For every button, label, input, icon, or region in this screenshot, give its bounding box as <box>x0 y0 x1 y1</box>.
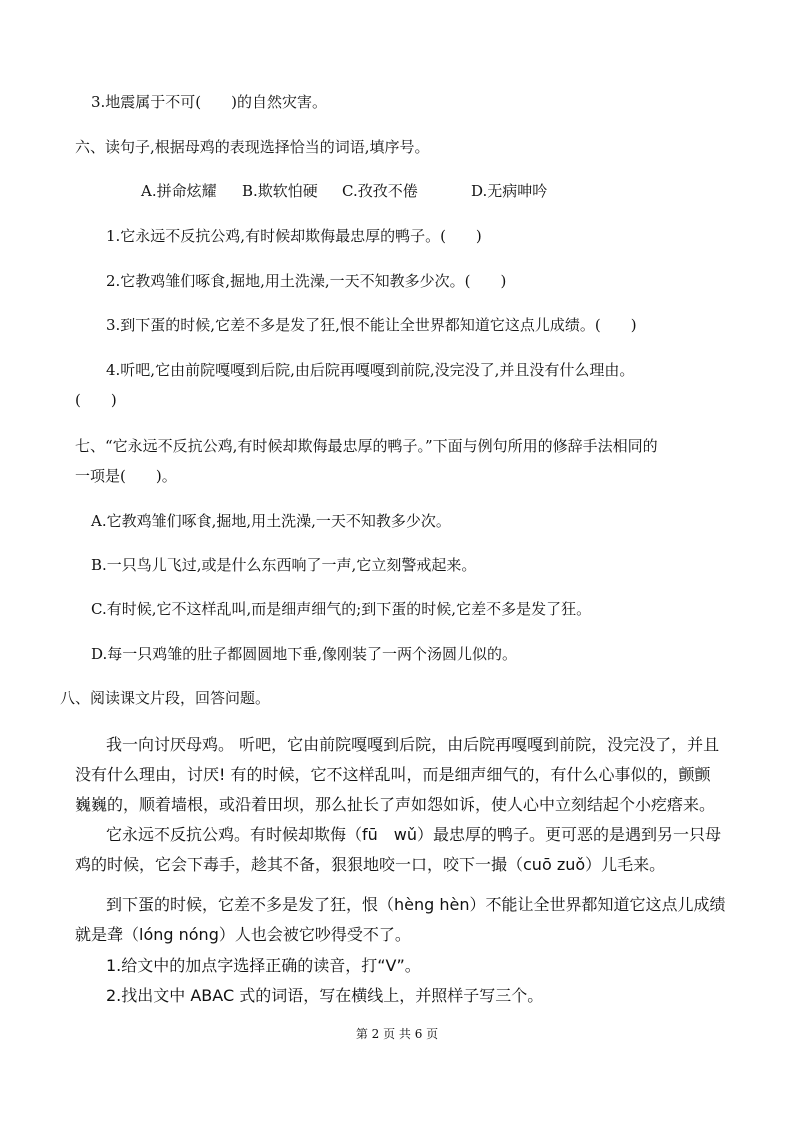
q6-item-3: 3.到下蛋的时候,它差不多是发了狂,恨不能让全世界都知道它这点儿成绩。( ) <box>106 316 637 334</box>
q7-option-a: A.它教鸡雏们啄食,掘地,用土洗澡,一天不知教多少次。 <box>91 512 451 530</box>
q5-item-3: 3.地震属于不可( )的自然灾害。 <box>91 93 328 111</box>
q6-item-2: 2.它教鸡雏们啄食,掘地,用土洗澡,一天不知教多少次。( ) <box>106 272 507 290</box>
passage-p1-line2: 没有什么理由，讨厌! 有的时候，它不这样乱叫，而是细声细气的，有什么心事似的，颤颤 <box>75 765 711 784</box>
passage-p3-line1: 到下蛋的时候，它差不多是发了狂，恨（hèng hèn）不能让全世界都知道它这点儿成绩 <box>106 895 726 914</box>
q6-option-d: D.无病呻吟 <box>471 182 548 200</box>
passage-p1-line3: 巍巍的，顺着墙根，或沿着田坝，那么扯长了声如怨如诉，使人心中立刻结起个小疙瘩来。 <box>75 795 716 814</box>
q7-option-d: D.每一只鸡雏的肚子都圆圆地下垂,像刚装了一两个汤圆儿似的。 <box>91 645 518 663</box>
q6-item-4-answer: ( ) <box>75 391 117 409</box>
passage-p1-line1: 我一向讨厌母鸡。 听吧，它由前院嘎嘎到后院，由后院再嘎嘎到前院，没完没了，并且 <box>106 735 720 754</box>
q8-heading: 八、阅读课文片段，回答问题。 <box>60 689 271 707</box>
q7-option-b: B.一只鸟儿飞过,或是什么东西响了一声,它立刻警戒起来。 <box>91 556 477 574</box>
task-1: 1.给文中的加点字选择正确的读音，打“V”。 <box>106 956 421 975</box>
q7-option-c: C.有时候,它不这样乱叫,而是细声细气的;到下蛋的时候,它差不多是发了狂。 <box>91 600 592 618</box>
q6-item-4: 4.听吧,它由前院嘎嘎到后院,由后院再嘎嘎到前院,没完没了,并且没有什么理由。 <box>106 361 635 379</box>
passage-p2-line2: 鸡的时候，它会下毒手，趁其不备，狠狠地咬一口，咬下一撮（cuō zuǒ）儿毛来。 <box>75 855 666 874</box>
page-footer: 第 2 页 共 6 页 <box>355 1027 439 1041</box>
q6-item-1: 1.它永远不反抗公鸡,有时候却欺侮最忠厚的鸭子。( ) <box>106 227 482 245</box>
q7-question-line2: 一项是( )。 <box>75 467 177 485</box>
task-2: 2.找出文中 ABAC 式的词语，写在横线上，并照样子写三个。 <box>106 986 544 1005</box>
q6-option-c: C.孜孜不倦 <box>342 182 418 200</box>
q7-question-line1: 七、“它永远不反抗公鸡,有时候却欺侮最忠厚的鸭子。”下面与例句所用的修辞手法相同的 <box>75 437 658 455</box>
passage-p2-line1: 它永远不反抗公鸡。有时候却欺侮（fū wǔ）最忠厚的鸭子。更可恶的是遇到另一只母 <box>106 825 722 844</box>
q6-option-a: A.拼命炫耀 <box>141 182 217 200</box>
q6-heading: 六、读句子,根据母鸡的表现选择恰当的词语,填序号。 <box>75 138 430 156</box>
q6-option-b: B.欺软怕硬 <box>242 182 318 200</box>
passage-p3-line2: 就是聋（lóng nóng）人也会被它吵得受不了。 <box>75 925 411 944</box>
